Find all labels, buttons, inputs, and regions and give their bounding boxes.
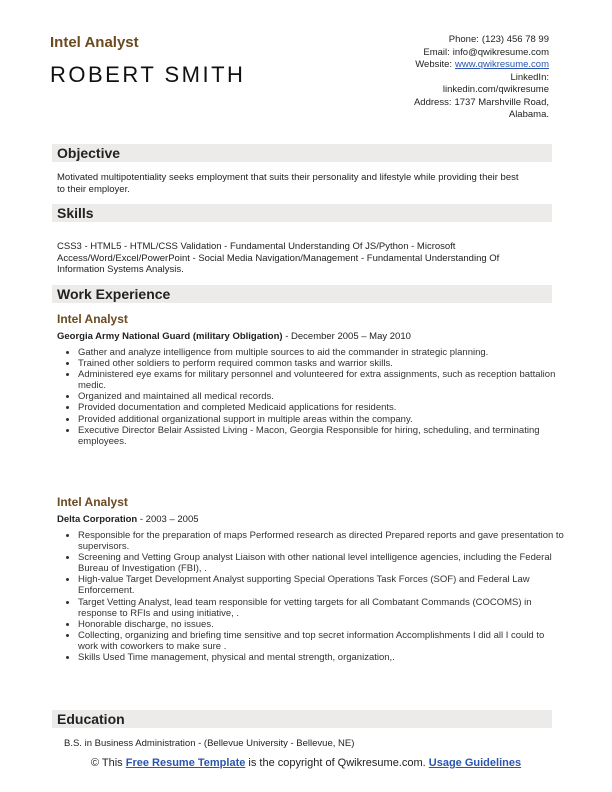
usage-guidelines-link[interactable]: Usage Guidelines bbox=[428, 757, 522, 769]
job-1-bullets bbox=[62, 347, 566, 447]
job-1-dates: - December 2005 – May 2010 bbox=[282, 331, 411, 342]
contact-address: Address: 1737 Marshville Road, bbox=[413, 96, 549, 108]
experience-heading: Work Experience bbox=[57, 286, 171, 302]
skills-text: CSS3 - HTML5 - HTML/CSS Validation - Fundamental Understanding Of JS/Python - Microsoft Access/Word/Excel/PowerPoint - Social Media Navigation/Management - Fundamental Understanding Of Information Systems Analysis. bbox=[57, 241, 500, 275]
job-2-title: Intel Analyst bbox=[57, 495, 128, 509]
list-item: • Gather and analyze intelligence from multiple sources to aid the commander in strategic planning. bbox=[78, 347, 566, 358]
free-resume-template-link[interactable]: Free Resume Template bbox=[125, 757, 246, 769]
contact-address-line2: Alabama. bbox=[508, 109, 549, 120]
education-section-header bbox=[52, 710, 552, 728]
list-item: • Responsible for the preparation of maps Performed research as directed Prepared reports and gave presentation to supervisors. bbox=[78, 530, 566, 552]
list-item: • Trained other soldiers to perform required common tasks and warrior skills. bbox=[78, 358, 566, 369]
list-item: • Organized and maintained all medical records. bbox=[78, 391, 566, 402]
contact-linkedin: linkedin.com/qwikresume bbox=[442, 84, 549, 95]
education-heading: Education bbox=[57, 711, 125, 727]
website-link[interactable]: www.qwikresume.com bbox=[455, 59, 549, 70]
job-1-title: Intel Analyst bbox=[57, 312, 128, 326]
job-2-company: Delta Corporation bbox=[57, 514, 138, 525]
footer-middle-text: is the copyright of Qwikresume.com. bbox=[245, 757, 429, 769]
objective-heading: Objective bbox=[57, 145, 121, 161]
contact-phone: Phone: (123) 456 78 99 bbox=[448, 34, 549, 45]
skills-section-header bbox=[52, 204, 552, 222]
list-item: • Administered eye exams for military personnel and volunteered for extra assignments, such as reception battalion medic. bbox=[78, 369, 566, 391]
experience-section-header bbox=[52, 285, 552, 303]
list-item: • Target Vetting Analyst, lead team responsible for vetting targets for all Combatant Commands (COCOMS) in response to RFIs and using initiative, . bbox=[78, 597, 566, 619]
job-1-company-line bbox=[57, 331, 411, 342]
candidate-name: ROBERT SMITH bbox=[50, 62, 246, 87]
list-item: • Collecting, organizing and briefing time sensitive and top secret information Accomplishments I did all I could to work with coworkers to make sure . bbox=[78, 630, 566, 652]
skills-heading: Skills bbox=[57, 205, 94, 221]
footer-copyright: © This bbox=[90, 757, 126, 769]
list-item: • Honorable discharge, no issues. bbox=[78, 619, 566, 630]
job-title-header: Intel Analyst bbox=[50, 34, 139, 51]
list-item: • Provided additional organizational support in multiple areas within the company. bbox=[78, 414, 566, 425]
contact-block bbox=[289, 34, 549, 122]
education-entry: B.S. in Business Administration - (Bellevue University - Bellevue, NE) bbox=[64, 738, 355, 749]
objective-text: Motivated multipotentiality seeks employment that suits their personality and lifestyle while providing their best to their employer. bbox=[57, 172, 519, 195]
objective-section-header bbox=[52, 144, 552, 162]
list-item: • Skills Used Time management, physical and mental strength, organization,. bbox=[78, 652, 566, 663]
contact-linkedin-label: LinkedIn: bbox=[510, 71, 549, 83]
job-2-company-line bbox=[57, 514, 199, 525]
footer bbox=[0, 757, 612, 770]
list-item: • High-value Target Development Analyst supporting Special Operations Task Forces (SOF) and Federal Law Enforcement. bbox=[78, 574, 566, 596]
list-item: • Executive Director Belair Assisted Living - Macon, Georgia Responsible for hiring, scheduling, and terminating employees. bbox=[78, 425, 566, 447]
contact-email: Email: info@qwikresume.com bbox=[423, 46, 549, 58]
list-item: • Screening and Vetting Group analyst Liaison with other national level intelligence agencies, including the Federal Bureau of Investigation (FBI), . bbox=[78, 552, 566, 574]
job-1-company: Georgia Army National Guard (military Obligation) bbox=[57, 331, 283, 342]
contact-website: Website: www.qwikresume.com bbox=[415, 59, 549, 70]
job-2-dates: - 2003 – 2005 bbox=[137, 514, 199, 525]
list-item: • Provided documentation and completed Medicaid applications for residents. bbox=[78, 402, 566, 413]
job-2-bullets bbox=[62, 530, 566, 663]
